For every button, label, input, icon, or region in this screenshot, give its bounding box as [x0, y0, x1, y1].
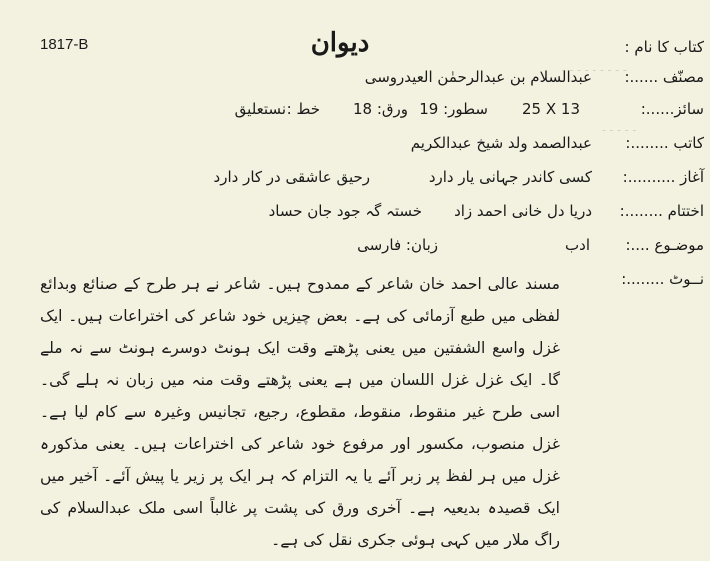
- scribe-value: عبدالصمد ولد شیخ عبدالکریم: [410, 134, 592, 152]
- incipit-value-2: رحیق عاشقی در کار دارد: [213, 168, 370, 186]
- leaves-label: ورق: 18: [352, 100, 408, 118]
- size-value: 25 X 13: [522, 100, 580, 118]
- incipit-label: آغاز ..........:: [622, 168, 704, 186]
- size-row: [120, 100, 704, 128]
- script-value: نستعلیق: [234, 100, 286, 118]
- author-label: مصنّف ......:: [624, 68, 704, 86]
- scribe-label: کاتب ........:: [625, 134, 704, 152]
- explicit-value-2: خستہ گہ جود جان حساد: [268, 202, 422, 220]
- bleed-through-text: ‫۔۔۔۔۔‬: [600, 120, 639, 135]
- subject-label: موضـوع ....:: [625, 236, 704, 254]
- lines-label: سطور: 19: [419, 100, 488, 118]
- author-value: عبدالسلام بن عبدالرحمٰن العیدروسی: [364, 68, 592, 86]
- manuscript-title: دیوان: [310, 28, 370, 58]
- note-label: نــوٹ ........:: [621, 270, 704, 288]
- explicit-label: اختتام ........:: [619, 202, 704, 220]
- explicit-row: [120, 202, 704, 230]
- subject-row: [120, 236, 704, 264]
- script-label: خط :: [286, 100, 320, 118]
- author-row: [120, 68, 704, 96]
- note-body: مسند عالی احمد خان شاعر کے ممدوح ہیں۔ شاعر نے ہر طرح کے صنائع وبدائع لفظی میں طبع آزمائی کی ہے۔ بعض چیزیں خود شاعر کی اختراعات ہیں۔ ایک غزل واسع الشفتین میں یعنی پڑھتے وقت ایک ہونٹ دوسرے ہونٹ سے نہ ملے گا۔ ایک غزل غزل اللسان میں ہے یعنی پڑھتے وقت منہ میں زبان نہ ہلے گی۔ اسی طرح غیر منقوط، منقوط، مقطوع، رجیع، تجانیس وغیرہ سے کام لیا ہے۔ غزل منصوب، مکسور اور مرفوع خود شاعر کی اختراعات ہیں۔ یعنی مذکورہ غزل میں ہر لفظ پر زبر آئے یا یہ التزام کہ ہر ایک پر زیر یا پیش آئے۔ آخیر میں ایک قصیدہ بدیعیہ ہے۔ آخری ورق کی پشت پر غالباً اسی ملک عبدالسلام کی راگ ملار میں کہی ہوئی جکری نقل کی ہے۔: [40, 275, 560, 549]
- language-label: زبان: فارسی: [357, 236, 438, 254]
- incipit-value-1: کسی کاندر جہانی یار دارد: [428, 168, 592, 186]
- scribe-row: [120, 134, 704, 162]
- explicit-value-1: دریا دل خانی احمد زاد: [454, 202, 592, 220]
- incipit-row: [120, 168, 704, 196]
- bleed-through-text: ‫۔۔۔۔۔۔۔۔۔‬: [560, 60, 629, 75]
- book-name-label: کتاب کا نام :: [624, 38, 704, 56]
- catalog-number: 1817-B: [40, 36, 89, 53]
- book-name-row: [120, 38, 704, 66]
- subject-value: ادب: [565, 236, 590, 254]
- size-label: سائز......:: [640, 100, 704, 118]
